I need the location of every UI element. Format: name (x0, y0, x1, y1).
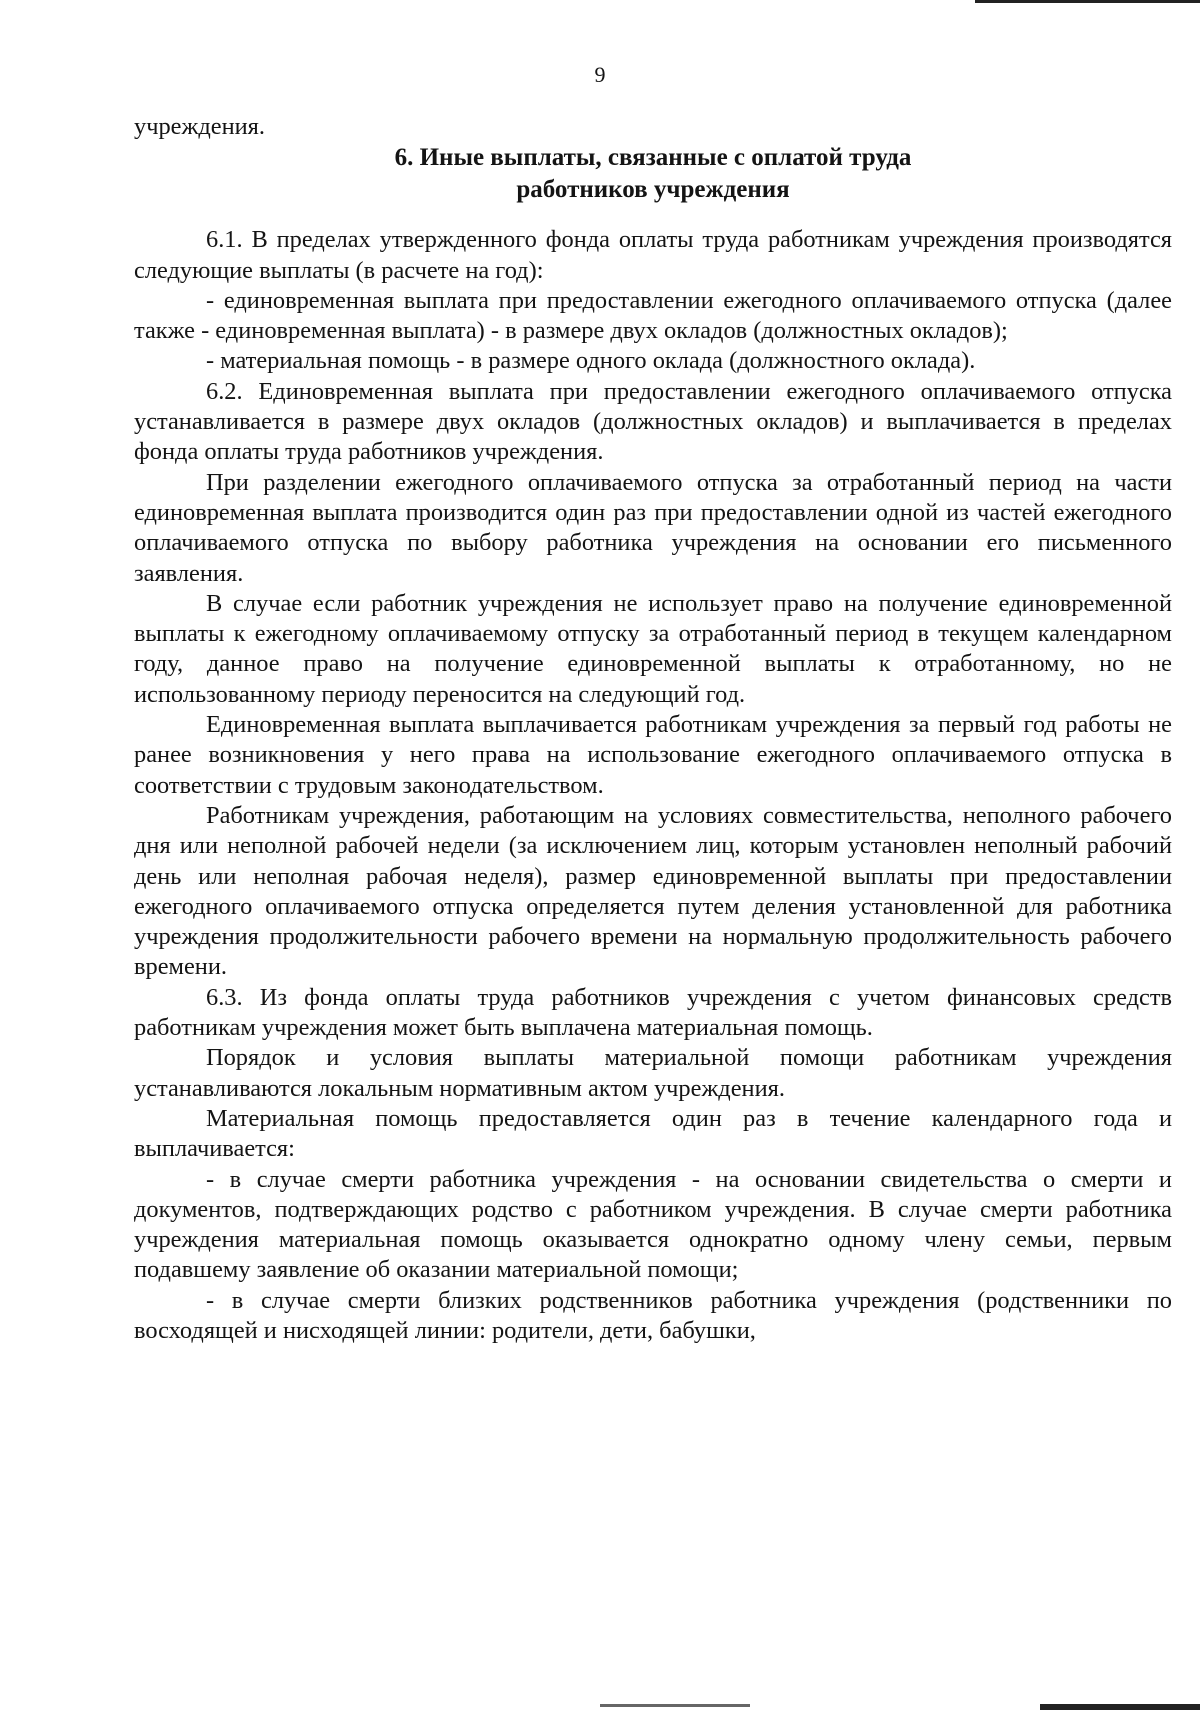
paragraph-6-2: 6.2. Единовременная выплата при предоставлении ежегодного оплачиваемого отпуска устанавливается в размере двух окладов (должностных окладов) и выплачивается в пределах фонда оплаты труда работников учреждения. (134, 377, 1172, 466)
scan-artifact-top (975, 0, 1200, 3)
paragraph-once-per-year: Материальная помощь предоставляется один раз в течение календарного года и выплачивается: (134, 1104, 1172, 1163)
heading-spacer (134, 206, 1172, 225)
section-heading-line-2: работников учреждения (516, 176, 790, 204)
list-item-employee-death: - в случае смерти работника учреждения - на основании свидетельства о смерти и документов, подтверждающих родство с работником учреждения. В случае смерти работника учреждения материальная помощь оказывается однократно одному члену семьи, первым подавшему заявление об оказании материальной помощи; (134, 1165, 1172, 1284)
paragraph-part-time: Работникам учреждения, работающим на условиях совместительства, неполного рабочего дня или неполной рабочей недели (за исключением лиц, которым установлен неполный рабочий день или неполная рабочая неделя), размер единовременной выплаты при предоставлении ежегодного оплачиваемого отпуска определяется путем деления установленной для работника учреждения продолжительности рабочего времени на нормальную продолжительность рабочего времени. (134, 801, 1172, 981)
list-item-material-aid: - материальная помощь - в размере одного оклада (должностного оклада). (206, 347, 976, 375)
paragraph-carry-over: В случае если работник учреждения не использует право на получение единовременной выплаты к ежегодному оплачиваемому отпуску за отработанный период в текущем календарном году, данное право на получение единовременной выплаты к отработанному, но не использованному периоду переносится на следующий год. (134, 589, 1172, 708)
list-item-one-time-payment: - единовременная выплата при предоставлении ежегодного оплачиваемого отпуска (далее также - единовременная выплата) - в размере двух окладов (должностных окладов); (134, 286, 1172, 345)
paragraph-first-year: Единовременная выплата выплачивается работникам учреждения за первый год работы не ранее возникновения у него права на использование ежегодного оплачиваемого отпуска в соответствии с трудовым законодательством. (134, 711, 1172, 799)
scan-artifact-bottom-right (1040, 1704, 1200, 1710)
page-number: 9 (594, 62, 606, 87)
paragraph-procedure: Порядок и условия выплаты материальной помощи работникам учреждения устанавливаются локальным нормативным актом учреждения. (134, 1044, 1172, 1102)
scan-artifact-bottom-center (600, 1704, 750, 1707)
section-heading-line-1: 6. Иные выплаты, связанные с оплатой труда (394, 144, 912, 172)
document-body (134, 112, 1172, 1346)
paragraph-6-1: 6.1. В пределах утвержденного фонда оплаты труда работникам учреждения производятся следующие выплаты (в расчете на год): (134, 226, 1172, 284)
lead-line: учреждения. (134, 113, 265, 140)
list-item-relatives-death: - в случае смерти близких родственников работника учреждения (родственники по восходящей и нисходящей линии: родители, дети, бабушки, (134, 1286, 1172, 1344)
paragraph-6-3: 6.3. Из фонда оплаты труда работников учреждения с учетом финансовых средств работникам учреждения может быть выплачена материальная помощь. (134, 983, 1172, 1042)
paragraph-vacation-split: При разделении ежегодного оплачиваемого отпуска за отработанный период на части единовременная выплата производится один раз при предоставлении одной из частей ежегодного оплачиваемого отпуска по выбору работника учреждения на основании его письменного заявления. (134, 468, 1172, 587)
